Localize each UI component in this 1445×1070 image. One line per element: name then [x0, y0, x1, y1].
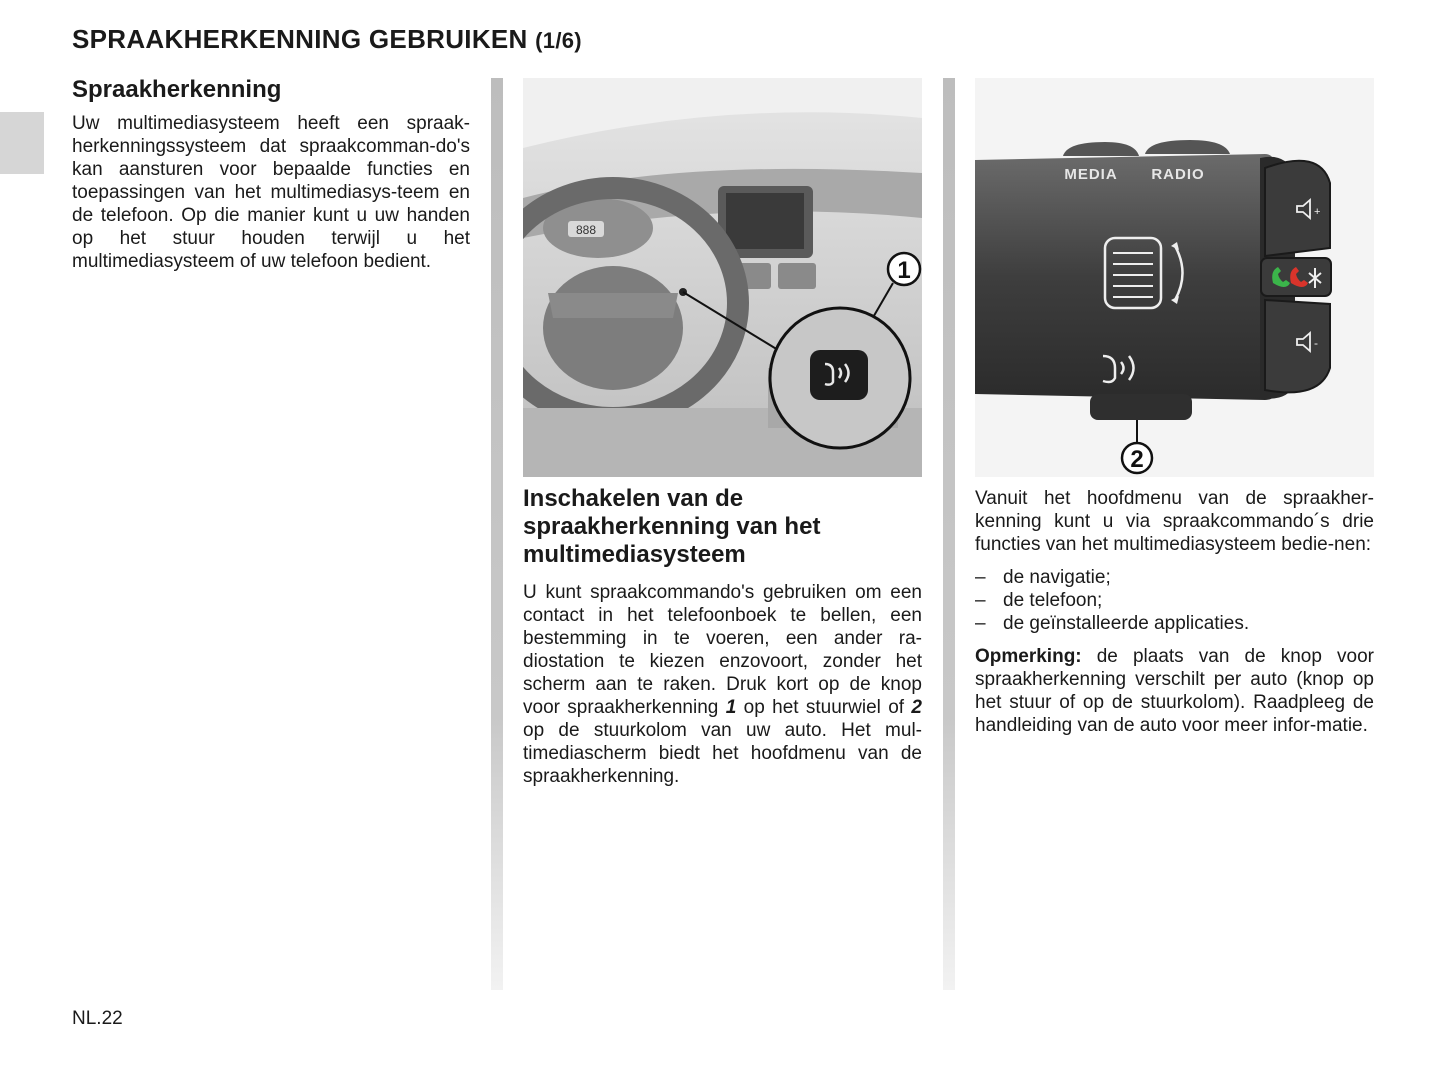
- section-body: Uw multimediasysteem heeft een spraak-herkenningssysteem dat spraakcomman-do's kan aansturen voor bepaalde functies en toepassingen van het multimediasys-teem en de telefoon. Op die manier kunt u uw handen op het stuur houden terwijl u het multimediasysteem of uw telefoon bedient.: [72, 113, 470, 272]
- list-item: – de telefoon;: [975, 589, 1374, 612]
- section-body: [523, 581, 922, 788]
- figure-callout-2: 2: [1130, 446, 1144, 473]
- section-heading: Inschakelen van de spraakherkenning van het multimediasysteem: [523, 485, 821, 568]
- dashboard-display: 888: [575, 223, 597, 237]
- page-title: [72, 24, 582, 55]
- note-label: Opmerking:: [975, 646, 1082, 667]
- figure-callout-1: 1: [897, 257, 911, 284]
- steering-column-stalk-figure: [975, 78, 1374, 477]
- body-text: op de stuurkolom van uw auto. Het mul-timediascherm biedt het hoofdmenu van de spraakherkenning.: [523, 720, 922, 787]
- stalk-label-media: MEDIA: [1064, 166, 1118, 183]
- body-text: U kunt spraakcommando's gebruiken om een contact in het telefoonboek te bellen, een bestemming in te voeren, een ander ra-diostation te kiezen enzovoort, zonder het scherm aan te raken. Druk kort op de knop voor spraakherkenning: [523, 582, 922, 718]
- body-text: op het stuurwiel of: [736, 697, 912, 718]
- list-item: – de navigatie;: [975, 566, 1374, 589]
- column-intro: [72, 78, 470, 273]
- button-reference: 2: [911, 697, 922, 718]
- page-part-indicator: (1/6): [535, 28, 582, 53]
- steering-wheel-figure: [523, 78, 922, 477]
- section-body: Vanuit het hoofdmenu van de spraakher-kenning kunt u via spraakcommando´s drie functies van het multimediasysteem bedie-nen:: [975, 488, 1374, 555]
- column-divider: [943, 78, 955, 990]
- button-reference: 1: [725, 697, 737, 718]
- column-activation: [523, 78, 922, 788]
- svg-text:+: +: [1314, 206, 1321, 218]
- column-divider: [491, 78, 503, 990]
- section-heading: Spraakherkenning: [72, 76, 282, 103]
- function-list: [975, 566, 1374, 635]
- page-title-text: SPRAAKHERKENNING GEBRUIKEN: [72, 24, 528, 54]
- section-tab: [0, 112, 44, 174]
- list-item: – de geïnstalleerde applicaties.: [975, 612, 1374, 635]
- note-text: de plaats van de knop voor spraakherkenning verschilt per auto (knop op het stuur of op de stuurkolom). Raadpleeg de handleiding van de auto voor meer infor-matie.: [975, 646, 1374, 736]
- svg-text:-: -: [1314, 336, 1318, 350]
- column-functions: [975, 78, 1374, 737]
- page-number: NL.22: [72, 1008, 123, 1029]
- stalk-label-radio: RADIO: [1151, 166, 1205, 183]
- note-paragraph: [975, 645, 1374, 737]
